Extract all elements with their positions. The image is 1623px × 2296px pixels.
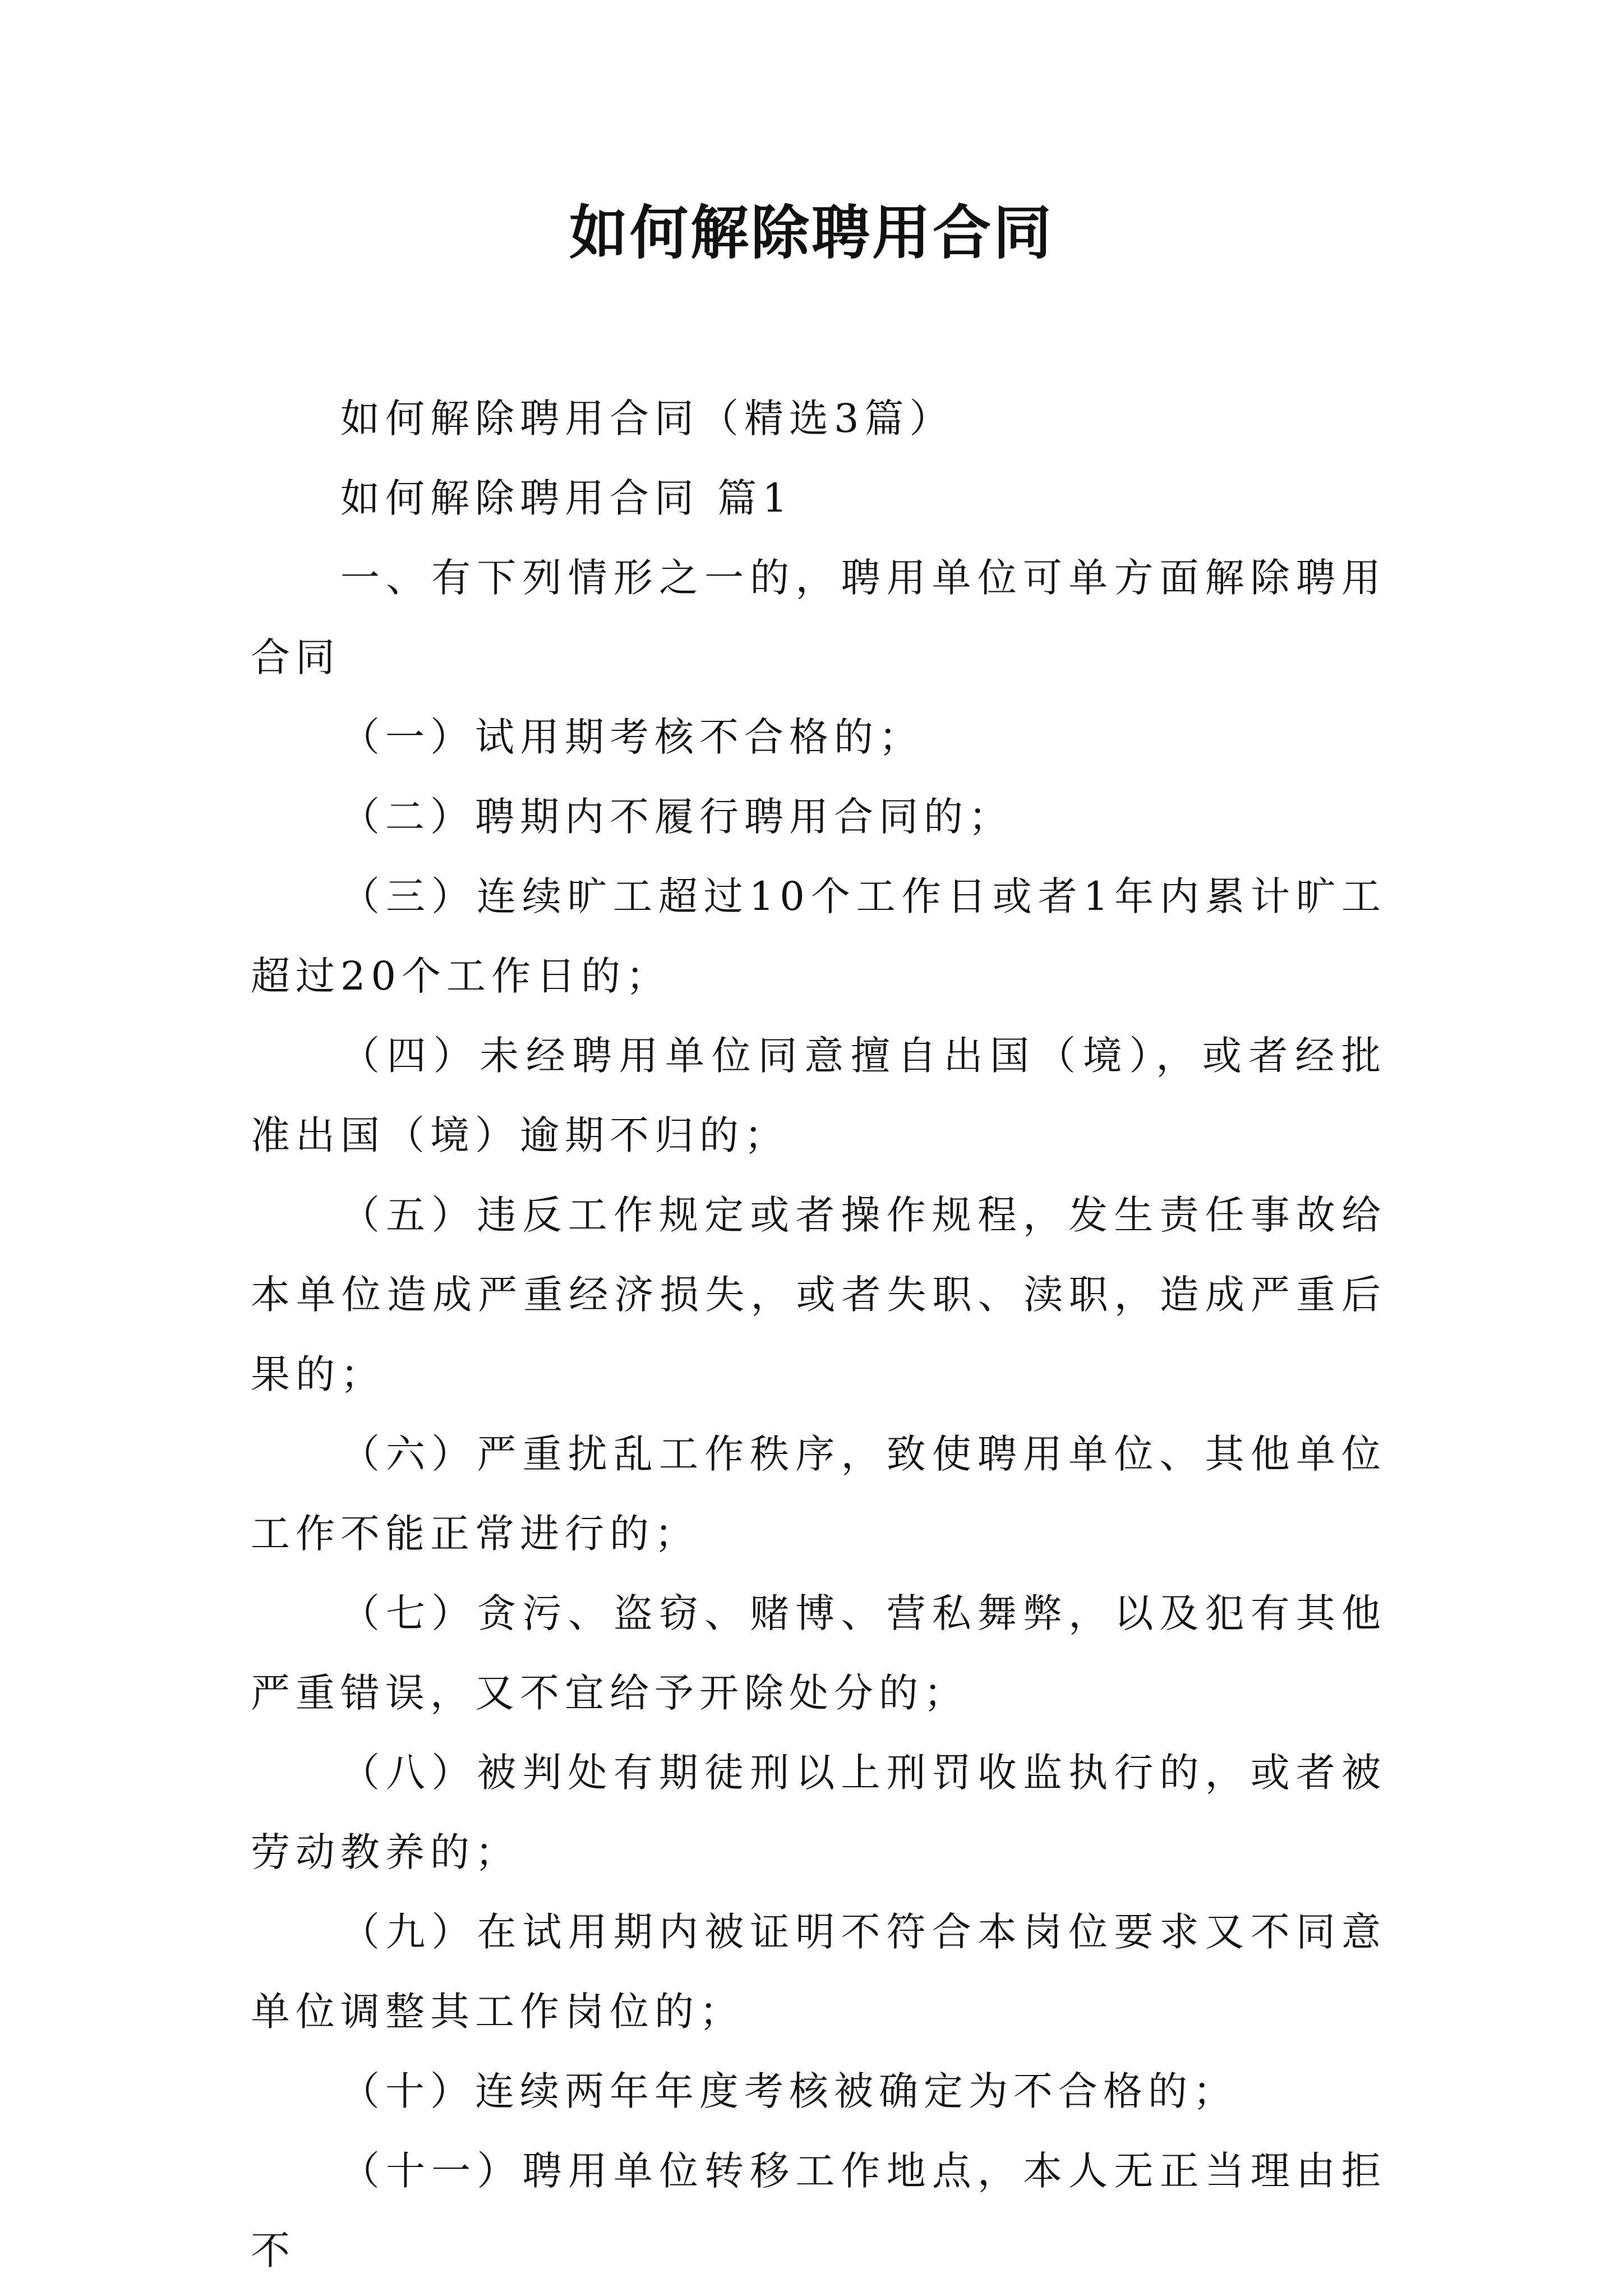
paragraph: （十）连续两年年度考核被确定为不合格的；: [340, 2068, 1238, 2114]
paragraph: （二）聘期内不履行聘用合同的；: [340, 794, 1013, 840]
paragraph: （五）违反工作规定或者操作规程，发生责任事故给本单位造成严重经济损失，或者失职、渎职，造成严重后果的；: [251, 1192, 1386, 1397]
paragraph: 一、有下列情形之一的，聘用单位可单方面解除聘用合同: [251, 555, 1386, 680]
paragraph: （一）试用期考核不合格的；: [340, 714, 924, 760]
paragraph: （六）严重扰乱工作秩序，致使聘用单位、其他单位工作不能正常进行的；: [251, 1431, 1386, 1557]
paragraph: （七）贪污、盗窃、赌博、营私舞弊，以及犯有其他严重错误，又不宜给予开除处分的；: [251, 1590, 1386, 1716]
paragraph: （十一）聘用单位转移工作地点，本人无正当理由拒不: [251, 2148, 1386, 2274]
document-body: [251, 379, 1386, 2290]
paragraph: （九）在试用期内被证明不符合本岗位要求又不同意单位调整其工作岗位的；: [251, 1909, 1386, 2035]
paragraph: （八）被判处有期徒刑以上刑罚收监执行的，或者被劳动教养的；: [251, 1750, 1386, 1875]
paragraph: （三）连续旷工超过10个工作日或者1年内累计旷工超过20个工作日的；: [251, 873, 1386, 999]
document-title: 如何解除聘用合同: [569, 198, 1054, 267]
paragraph: 如何解除聘用合同（精选3篇）: [340, 395, 955, 441]
paragraph: 如何解除聘用合同 篇1: [340, 475, 793, 521]
paragraph: （四）未经聘用单位同意擅自出国（境），或者经批准出国（境）逾期不归的；: [251, 1033, 1386, 1158]
